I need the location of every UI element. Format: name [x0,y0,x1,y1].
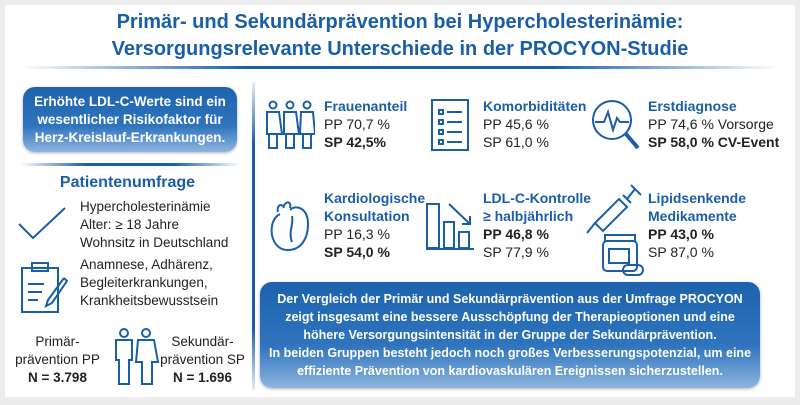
title-line: Primär- und Sekundärprävention bei Hypercholesterinämie: [116,11,684,33]
survey-title: Patientenumfrage [59,174,196,191]
stat-cardiology-consult [324,189,425,261]
criteria-item: Hypercholesterinämie [80,199,211,214]
title-line: Versorgungsrelevante Unterschiede in der PROCYON-Studie [111,38,689,60]
page-title [0,9,800,63]
stat-title: Kardiologische [324,190,426,206]
pp-count: N = 3.798 [28,370,87,385]
stat-title: Frauenanteil [324,98,408,114]
stat-sp: SP 42,5% [324,134,387,150]
divider [252,82,255,390]
conclusion-line: höhere Versorgungsintensität in der Gruppe der Sekundärprävention. [303,328,717,342]
sp-group [155,333,250,387]
stat-title: ≥ halbjährlich [483,208,574,224]
stat-pp: PP 74,6 % Vorsorge [648,116,774,132]
women-group-icon [265,100,315,150]
conclusion-box [260,282,760,388]
stat-pp: PP 16,3 % [324,226,390,242]
stat-women-share [324,97,407,151]
stat-sp: SP 54,0 % [324,244,390,260]
conclusion-line: Der Vergleich der Primär und Sekundärprävention aus der Umfrage PROCYON [277,292,743,306]
stat-pp: PP 46,8 % [483,226,549,242]
intro-line: Herz-Kreislauf-Erkrankungen. [34,130,226,145]
topics-list [80,256,218,310]
pp-group [5,333,110,387]
stat-first-diagnosis [648,97,779,151]
stat-lipid-lowering-meds [648,189,746,261]
criteria-list [80,198,228,252]
sp-label: prävention SP [160,352,245,367]
syringe-pills-icon [585,183,647,278]
magnifier-pulse-icon [590,98,642,152]
sp-count: N = 1.696 [173,370,232,385]
topic-item: Krankheitsbewusstsein [80,293,219,308]
conclusion-line: effiziente Prävention von kardiovaskulären Ereignissen sicherzustellen. [297,364,723,378]
pp-label: Primär- [35,334,80,349]
pp-label: prävention PP [15,352,100,367]
stat-sp: SP 58,0 % CV-Event [648,134,780,150]
conclusion-line: In beiden Gruppen besteht jedoch noch großes Verbesserungspotenzial, um eine [268,346,752,360]
stat-pp: PP 43,0 % [648,226,714,242]
stat-comorbidities [483,97,586,151]
stat-sp: SP 77,9 % [483,244,549,260]
declining-bars-icon [424,200,476,250]
topic-item: Anamnese, Adhärenz, [80,257,213,272]
stat-title: Erstdiagnose [648,98,737,114]
divider [20,163,240,166]
topic-item: Begleiterkrankungen, [80,275,208,290]
conclusion-line: zeigt insgesamt eine bessere Ausschöpfung der Therapieoptionen und eine [285,310,735,324]
stat-title: Lipidsenkende [648,190,747,206]
intro-box [23,87,237,152]
stat-pp: PP 45,6 % [483,116,549,132]
intro-line: wesentlicher Risikofaktor für [37,112,223,127]
stat-title: Komorbiditäten [483,98,587,114]
stat-sp: SP 87,0 % [648,244,714,260]
stat-title: Konsultation [324,208,410,224]
sp-label: Sekundär- [171,334,234,349]
clipboard-icon [20,260,68,314]
man-woman-icon [110,328,160,386]
stat-ldl-control [483,189,591,261]
checklist-icon [430,98,470,152]
divider [20,66,780,69]
stat-title: Medikamente [648,208,737,224]
heart-icon [268,198,314,254]
intro-line: Erhöhte LDL-C-Werte sind ein [34,94,226,109]
criteria-item: Wohnsitz in Deutschland [80,235,229,250]
stat-title: LDL-C-Kontrolle [483,190,592,206]
checkmark-icon [17,206,67,242]
stat-pp: PP 70,7 % [324,116,390,132]
stat-sp: SP 61,0 % [483,134,549,150]
criteria-item: Alter: ≥ 18 Jahre [80,217,179,232]
